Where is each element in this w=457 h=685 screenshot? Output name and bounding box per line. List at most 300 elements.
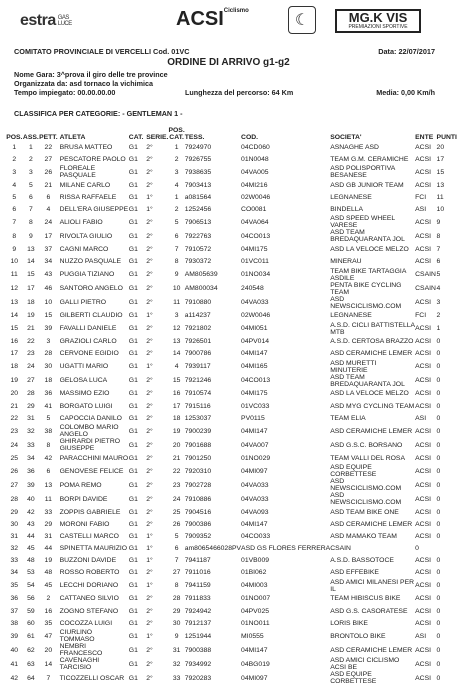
- table-cell: G1: [128, 481, 138, 489]
- table-cell: 2°: [146, 338, 153, 346]
- table-row: [6, 579, 457, 593]
- table-cell: 7910886: [184, 495, 212, 503]
- table-cell: 2: [174, 155, 179, 163]
- table-cell: G1: [128, 607, 138, 615]
- table-cell: CASTELLI MARCO: [59, 533, 119, 541]
- table-cell: ASD GB JUNIOR TEAM: [330, 181, 404, 189]
- table-cell: 2°: [146, 218, 153, 226]
- table-cell: ACSI: [415, 454, 432, 462]
- table-cell: 33: [172, 674, 181, 682]
- table-row: [6, 531, 457, 543]
- table-cell: BRUSA MATTEO: [59, 143, 113, 151]
- table-cell: 15: [172, 377, 181, 385]
- table-cell: 7900388: [184, 646, 212, 654]
- table-cell: 27: [27, 377, 35, 385]
- table-cell: ASD AMICI CICLISMO ACSI BE: [330, 657, 400, 672]
- table-cell: 1°: [146, 363, 153, 371]
- table-cell: 7901250: [184, 454, 212, 462]
- table-cell: LEGNANESE: [330, 193, 372, 201]
- table-cell: 1: [28, 143, 33, 151]
- table-cell: 2°: [146, 441, 153, 449]
- table-cell: 4: [174, 363, 179, 371]
- table-cell: 7: [174, 557, 179, 565]
- table-row: [6, 671, 457, 685]
- table-cell: 21: [27, 325, 35, 333]
- table-cell: 20: [436, 143, 445, 151]
- table-cell: 61: [27, 632, 35, 640]
- table-cell: G1: [128, 193, 138, 201]
- table-cell: SANTORO ANGELO: [59, 285, 123, 293]
- table-cell: NEMBRI FRANCESCO: [59, 643, 103, 658]
- table-cell: 2°: [146, 646, 153, 654]
- table-cell: 24: [10, 441, 19, 449]
- table-cell: 7930372: [184, 258, 212, 266]
- table-cell: 31: [10, 533, 19, 541]
- table-cell: ASI: [415, 632, 427, 640]
- table-cell: 4: [12, 181, 17, 189]
- table-row: [6, 478, 457, 492]
- table-cell: 30: [44, 363, 53, 371]
- table-cell: 2°: [146, 181, 153, 189]
- table-cell: 2°: [146, 402, 153, 410]
- table-cell: 23: [10, 427, 19, 435]
- table-cell: 1252456: [184, 205, 212, 213]
- table-cell: 7926755: [184, 155, 212, 163]
- table-cell: 04CO033: [241, 533, 271, 541]
- table-cell: NUZZO PASQUALE: [59, 258, 122, 266]
- table-cell: ACSI: [415, 390, 432, 398]
- table-cell: ZOGNO STEFANO: [59, 607, 119, 615]
- table-cell: 5: [174, 218, 179, 226]
- col-header: PUNTI: [436, 134, 457, 141]
- table-cell: 7939117: [184, 363, 211, 371]
- table-cell: 13: [172, 338, 181, 346]
- table-cell: 16: [172, 390, 181, 398]
- table-cell: a081564: [184, 193, 212, 201]
- table-cell: G1: [128, 377, 138, 385]
- table-cell: 5: [12, 193, 17, 201]
- table-cell: 42: [44, 454, 53, 462]
- table-cell: 33: [27, 441, 35, 449]
- table-cell: LECCHI DORIANO: [59, 582, 119, 590]
- table-cell: ACSI: [415, 427, 432, 435]
- date-label: Data: 22/07/2017: [378, 47, 435, 56]
- table-cell: COLOMBO MARIO ANGELO: [59, 424, 119, 439]
- table-cell: 59: [27, 607, 35, 615]
- table-cell: G1: [128, 143, 138, 151]
- table-cell: G1: [128, 155, 138, 163]
- table-cell: G1: [128, 632, 138, 640]
- table-cell: 1°: [146, 312, 153, 320]
- table-cell: ASD LA VELOCE MELZO: [330, 246, 409, 254]
- table-cell: 32: [27, 427, 35, 435]
- table-cell: 21: [44, 181, 53, 189]
- table-cell: ASD CERAMICHE LEMER: [330, 350, 413, 358]
- table-cell: 10: [436, 205, 445, 213]
- table-cell: A.S.D. BASSOTOCE: [330, 557, 394, 565]
- table-row: [6, 438, 457, 452]
- table-cell: 2°: [146, 258, 153, 266]
- table-cell: 2°: [146, 285, 153, 293]
- table-cell: G1: [128, 508, 138, 516]
- table-row: [6, 310, 457, 322]
- table-row: [6, 229, 457, 243]
- table-cell: GILBERTI CLAUDIO: [59, 312, 123, 320]
- table-cell: 0: [436, 607, 441, 615]
- table-cell: MINERAU: [330, 258, 362, 266]
- table-cell: FAVALLI DANIELE: [59, 325, 117, 333]
- table-cell: 4: [46, 205, 51, 213]
- table-row: [6, 464, 457, 478]
- table-cell: 41: [10, 660, 19, 668]
- table-cell: TEAM G.M. CERAMICHE: [330, 155, 409, 163]
- table-cell: 0: [436, 674, 441, 682]
- table-cell: ASD EFFEBIKE: [330, 569, 379, 577]
- table-cell: 2°: [146, 350, 153, 358]
- table-row: [6, 348, 457, 360]
- table-row: [6, 165, 457, 179]
- table-cell: 0: [436, 557, 441, 565]
- table-cell: 02W0046: [241, 312, 271, 320]
- table-cell: 2: [46, 595, 51, 603]
- table-cell: 39: [10, 632, 19, 640]
- table-cell: 6: [12, 205, 17, 213]
- table-cell: ASD TEAM BREDAQUARANTA JOL: [330, 229, 405, 244]
- table-cell: ACSI: [415, 481, 432, 489]
- table-cell: 7900386: [184, 520, 212, 528]
- table-cell: 04MI165: [241, 363, 268, 371]
- col-header: PETT.: [39, 134, 58, 141]
- table-cell: 17: [436, 155, 445, 163]
- table-cell: ASD SPEED WHEEL VARESE: [330, 215, 395, 230]
- table-cell: 3: [174, 168, 179, 176]
- table-cell: 7941159: [184, 582, 211, 590]
- table-cell: DELL'ERA GIUSEPPE: [59, 205, 129, 213]
- table-cell: 13: [10, 299, 19, 307]
- table-cell: GELOSA LUCA: [59, 377, 108, 385]
- table-cell: G1: [128, 427, 138, 435]
- table-cell: ACSI: [415, 619, 432, 627]
- table-cell: 04VA033: [241, 299, 269, 307]
- table-cell: PUGGIA TIZIANO: [59, 271, 115, 279]
- table-cell: 3: [28, 168, 33, 176]
- table-cell: 7920310: [184, 467, 212, 475]
- table-cell: 0: [436, 414, 441, 422]
- table-cell: 01N0048: [241, 155, 269, 163]
- table-cell: CAPOCCIA DANILO: [59, 414, 122, 422]
- table-cell: 0: [415, 545, 419, 553]
- table-cell: 2°: [146, 427, 153, 435]
- table-cell: 1251944: [184, 632, 212, 640]
- table-cell: MI0555: [241, 632, 264, 640]
- table-cell: 32: [10, 545, 19, 553]
- table-row: [6, 282, 457, 296]
- table-cell: ASD AMICI MILANESI PER IL: [330, 578, 415, 593]
- table-cell: 7941187: [184, 557, 211, 565]
- table-cell: ASD TEAM BIKE ONE: [330, 508, 399, 516]
- table-cell: 7906513: [184, 218, 212, 226]
- table-row: [6, 629, 457, 643]
- table-cell: 04VA064: [241, 218, 269, 226]
- table-cell: G1: [128, 533, 138, 541]
- table-cell: ACSI: [415, 258, 432, 266]
- table-cell: ASD NEWSCICLISMO.COM: [330, 492, 402, 507]
- table-cell: 2°: [146, 495, 153, 503]
- table-cell: G1: [128, 674, 138, 682]
- table-cell: TEAM VALLI DEL ROSA: [330, 454, 405, 462]
- table-row: [6, 506, 457, 518]
- table-cell: G1: [128, 246, 138, 254]
- table-cell: RISSA RAFFAELE: [59, 193, 117, 201]
- table-cell: 04VA033: [241, 481, 269, 489]
- table-cell: 04VA093: [241, 508, 269, 516]
- table-row: [6, 657, 457, 671]
- table-cell: FCI: [415, 312, 427, 320]
- table-cell: CAVENAGHI TARCISIO: [59, 657, 100, 672]
- table-row: [6, 424, 457, 438]
- table-cell: 32: [172, 660, 181, 668]
- table-cell: 0: [436, 454, 441, 462]
- table-cell: 7920283: [184, 674, 212, 682]
- table-cell: 4: [436, 285, 441, 293]
- table-row: [6, 215, 457, 229]
- table-row: [6, 141, 457, 153]
- table-cell: 9: [28, 232, 33, 240]
- table-row: [6, 412, 457, 424]
- table-cell: 25: [10, 454, 19, 462]
- table-row: [6, 256, 457, 268]
- table-row: [6, 360, 457, 374]
- table-cell: 04VA033: [241, 495, 269, 503]
- table-cell: G1: [128, 338, 138, 346]
- table-cell: A.S.D. CICLI BATTISTELLA MTB: [330, 321, 415, 336]
- table-cell: ASD MAMAKO TEAM: [330, 533, 397, 541]
- table-cell: 48: [27, 557, 35, 565]
- table-cell: 5: [436, 271, 441, 279]
- table-cell: 42: [27, 508, 35, 516]
- table-cell: 42: [10, 674, 19, 682]
- table-cell: 26: [44, 168, 53, 176]
- table-cell: 7: [12, 218, 17, 226]
- table-cell: 240548: [241, 285, 264, 293]
- table-cell: 2°: [146, 508, 153, 516]
- table-row: [6, 191, 457, 203]
- table-cell: G1: [128, 258, 138, 266]
- table-cell: G1: [128, 569, 138, 577]
- table-cell: 04MI216: [241, 181, 268, 189]
- estra-logo: estra GAS LUCE: [20, 12, 72, 29]
- page-title: ORDINE DI ARRIVO g1-g2: [167, 57, 290, 68]
- col-header: POS. CAT.: [168, 127, 185, 141]
- table-cell: 2°: [146, 674, 153, 682]
- table-cell: 01VB009: [241, 557, 270, 565]
- table-cell: 0: [436, 595, 441, 603]
- table-cell: 14: [172, 350, 181, 358]
- table-row: [6, 243, 457, 255]
- table-cell: G1: [128, 595, 138, 603]
- table-cell: 56: [27, 595, 35, 603]
- table-cell: 1°: [146, 533, 153, 541]
- table-cell: a114237: [184, 312, 211, 320]
- table-cell: 2°: [146, 569, 153, 577]
- table-cell: 30: [10, 520, 19, 528]
- table-cell: FLOREALE PASQUALE: [59, 165, 96, 180]
- table-cell: 17: [27, 285, 35, 293]
- table-cell: 2: [436, 312, 441, 320]
- table-cell: ACSI: [415, 533, 432, 541]
- table-cell: 2°: [146, 377, 153, 385]
- table-cell: 04VA005: [241, 168, 269, 176]
- table-cell: 02W0046: [241, 193, 271, 201]
- table-cell: 0: [436, 533, 441, 541]
- table-cell: 18: [27, 299, 35, 307]
- table-cell: 7910880: [184, 299, 212, 307]
- table-cell: 14: [10, 312, 19, 320]
- table-cell: G1: [128, 363, 138, 371]
- table-cell: ROSSO ROBERTO: [59, 569, 120, 577]
- table-cell: 11: [44, 495, 52, 503]
- table-cell: 38: [44, 427, 53, 435]
- table-cell: 04BG019: [241, 660, 270, 668]
- table-cell: TEAM HIBISCUS BIKE: [330, 595, 401, 603]
- col-header: CAT.: [128, 134, 144, 141]
- table-cell: 04MI175: [241, 390, 268, 398]
- table-cell: 45: [44, 582, 53, 590]
- table-cell: 7909352: [184, 533, 212, 541]
- table-cell: 60: [27, 619, 35, 627]
- table-cell: 6: [46, 467, 51, 475]
- table-cell: 9: [12, 246, 17, 254]
- table-cell: 6: [46, 193, 51, 201]
- table-cell: 7: [28, 205, 33, 213]
- sponsor-logos: [0, 6, 457, 40]
- table-cell: 20: [10, 390, 19, 398]
- committee-line: COMITATO PROVINCIALE DI VERCELLI Cod. 01VC: [14, 47, 190, 56]
- table-cell: 3: [46, 338, 51, 346]
- table-cell: PV0115: [241, 414, 265, 422]
- table-cell: CSAIN: [415, 285, 436, 293]
- table-cell: 3: [12, 168, 17, 176]
- table-cell: 1°: [146, 193, 153, 201]
- table-cell: 48: [44, 569, 53, 577]
- table-cell: 23: [27, 350, 35, 358]
- table-cell: ACSI: [415, 582, 432, 590]
- table-cell: 8: [436, 232, 441, 240]
- table-cell: 15: [10, 325, 19, 333]
- table-cell: 6: [174, 232, 179, 240]
- table-cell: 13: [436, 181, 445, 189]
- table-cell: 45: [27, 545, 35, 553]
- table-cell: CIURLINO TOMMASO: [59, 629, 95, 644]
- col-header: ASS.: [22, 134, 39, 141]
- table-cell: 15: [44, 312, 53, 320]
- table-cell: 34: [10, 569, 19, 577]
- table-cell: G1: [128, 271, 138, 279]
- table-cell: 34: [44, 258, 53, 266]
- table-cell: 1: [12, 143, 17, 151]
- table-cell: 33: [10, 557, 19, 565]
- table-cell: ASD TEAM BREDAQUARANTA JOL: [330, 373, 405, 388]
- table-cell: 21: [10, 402, 19, 410]
- table-cell: 7910572: [184, 246, 212, 254]
- table-cell: BRONTOLO BIKE: [330, 632, 386, 640]
- table-cell: 36: [27, 467, 35, 475]
- table-cell: LORIS BIKE: [330, 619, 368, 627]
- table-cell: 44: [44, 545, 53, 553]
- table-cell: 10: [44, 299, 53, 307]
- table-cell: 27: [10, 481, 19, 489]
- table-cell: 22: [27, 338, 35, 346]
- col-header: SERIE.: [146, 134, 169, 141]
- table-cell: POMA REMO: [59, 481, 102, 489]
- table-cell: 01NO011: [241, 619, 270, 627]
- table-cell: 04MI097: [241, 467, 268, 475]
- table-cell: 7938635: [184, 168, 212, 176]
- table-cell: ASD POLISPORTIVA BESANESE: [330, 165, 395, 180]
- table-cell: 17: [44, 232, 53, 240]
- table-cell: 1°: [146, 632, 153, 640]
- acsi-logo: $ACSI^{Ciclismo}$: [176, 8, 249, 30]
- table-cell: ACSI: [415, 441, 432, 449]
- table-cell: 7900239: [184, 427, 212, 435]
- table-cell: 7904516: [184, 508, 212, 516]
- table-cell: 1°: [146, 582, 153, 590]
- table-cell: G1: [128, 545, 138, 553]
- table-cell: G1: [128, 325, 138, 333]
- table-row: [6, 518, 457, 530]
- table-cell: 2°: [146, 467, 153, 475]
- table-cell: ACSI: [415, 168, 432, 176]
- table-cell: ACSI: [415, 377, 432, 385]
- table-cell: 31: [172, 646, 181, 654]
- table-cell: 33: [44, 508, 53, 516]
- table-cell: 0: [436, 363, 441, 371]
- table-cell: 14: [27, 258, 35, 266]
- table-cell: CATTANEO SILVIO: [59, 595, 119, 603]
- table-cell: G1: [128, 285, 138, 293]
- table-cell: 12: [10, 285, 19, 293]
- table-cell: 2: [28, 155, 33, 163]
- table-cell: ACSI: [415, 246, 432, 254]
- table-cell: GENOVESE FELICE: [59, 467, 124, 475]
- table-cell: 7924970: [184, 143, 212, 151]
- table-cell: 2°: [146, 595, 153, 603]
- table-cell: 40: [27, 495, 35, 503]
- table-cell: G1: [128, 557, 138, 565]
- category-heading: CLASSIFICA PER CATEGORIE: - GENTLEMAN 1 -: [14, 109, 183, 118]
- table-cell: G1: [128, 299, 138, 307]
- table-cell: 5: [46, 414, 51, 422]
- table-cell: 7912137: [184, 619, 212, 627]
- table-cell: 01VC033: [241, 402, 270, 410]
- table-cell: 29: [172, 607, 181, 615]
- table-cell: 26: [10, 467, 19, 475]
- table-cell: ACSI: [415, 646, 432, 654]
- table-cell: 15: [27, 271, 35, 279]
- table-cell: ACSI: [415, 569, 432, 577]
- table-cell: 28: [172, 595, 181, 603]
- table-cell: 04MI175: [241, 246, 268, 254]
- table-cell: 04VA007: [241, 441, 269, 449]
- table-cell: CSAIN: [415, 271, 436, 279]
- table-cell: 7902728: [184, 481, 212, 489]
- table-cell: 0: [436, 427, 441, 435]
- table-cell: 64: [27, 674, 35, 682]
- table-cell: 8: [174, 258, 179, 266]
- table-cell: 04MI147: [241, 427, 268, 435]
- table-cell: 0: [436, 508, 441, 516]
- table-cell: 28: [27, 390, 35, 398]
